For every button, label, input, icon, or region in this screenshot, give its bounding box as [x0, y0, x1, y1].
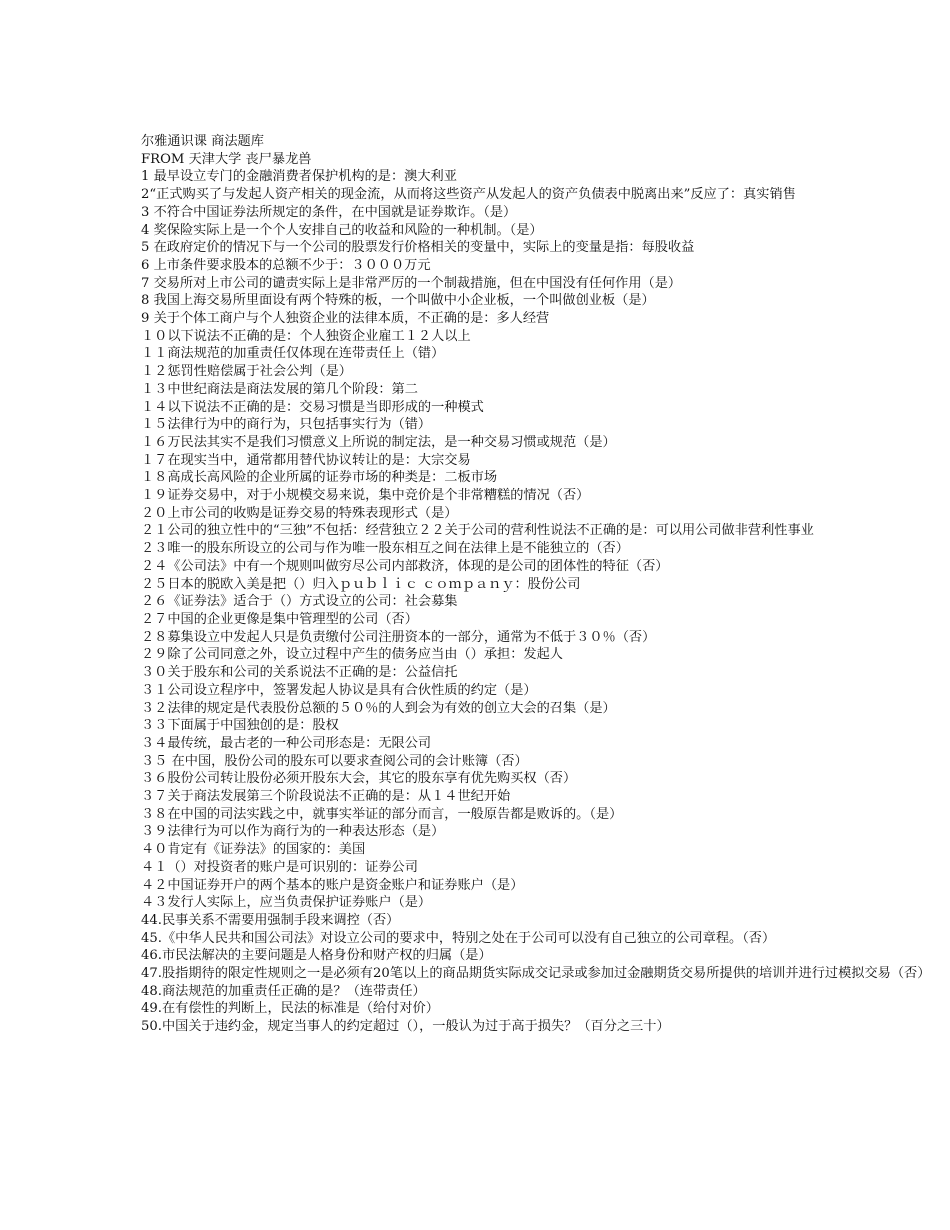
- question-item: 48.商法规范的加重责任正确的是？（连带责任）: [141, 983, 426, 999]
- document-title: 尔雅通识课 商法题库: [141, 134, 264, 149]
- question-item: １３中世纪商法是商法发展的第几个阶段：第二: [141, 381, 418, 397]
- question-item: １９证券交易中，对于小规模交易来说，集中竞价是个非常糟糕的情况（否）: [141, 488, 590, 504]
- question-item: 2“正式购买了与发起人资产相关的现金流，从而将这些资产从发起人的资产负债表中脱离出来”反应了：真实销售: [141, 187, 796, 203]
- question-item: ２１公司的独立性中的“三独”不包括：经营独立２２关于公司的营利性说法不正确的是：可以用公司做非营利性事业: [141, 523, 814, 539]
- question-item: 47.股指期待的限定性规则之一是必须有20笔以上的商品期货实际成交记录或参加过金融期货交易所提供的培训并进行过模拟交易（否）: [141, 966, 931, 982]
- question-item: 44.民事关系不需要用强制手段来调控（否）: [141, 912, 400, 928]
- question-item: 7 交易所对上市公司的谴责实际上是非常严厉的一个制裁措施，但在中国没有任何作用（是）: [141, 275, 682, 291]
- question-item: 3 不符合中国证券法所规定的条件，在中国就是证券欺诈。（是）: [141, 204, 517, 220]
- question-item: ４１（）对投资者的账户是可识别的：证券公司: [141, 859, 418, 875]
- question-list: [141, 168, 931, 1035]
- question-item: ４３发行人实际上，应当负责保护证券账户（是）: [141, 895, 432, 911]
- question-item: 9 关于个体工商户与个人独资企业的法律本质，不正确的是：多人经营: [141, 311, 550, 327]
- question-item: 50.中国关于违约金，规定当事人的约定超过（），一般认为过于高于损失？（百分之三十）: [141, 1019, 670, 1035]
- question-item: １８高成长高风险的企业所属的证券市场的种类是：二板市场: [141, 470, 498, 486]
- question-item: 1 最早设立专门的金融消费者保护机构的是：澳大利亚: [141, 169, 457, 185]
- question-item: ３２法律的规定是代表股份总额的５０％的人到会为有效的创立大会的召集（是）: [141, 700, 616, 716]
- question-item: ３７关于商法发展第三个阶段说法不正确的是：从１４世纪开始: [141, 789, 511, 805]
- question-item: 5 在政府定价的情况下与一个公司的股票发行价格相关的变量中，实际上的变量是指：每股收益: [141, 240, 695, 256]
- document-page: [141, 133, 931, 1036]
- question-item: １５法律行为中的商行为，只包括事实行为（错）: [141, 417, 432, 433]
- question-item: １１商法规范的加重责任仅体现在连带责任上（错）: [141, 346, 445, 362]
- question-item: ２５日本的脱欧入美是把（）归入ｐｕｂｌｉｃ ｃｏｍｐａｎｙ：股份公司: [141, 576, 581, 592]
- question-item: ３１公司设立程序中，签署发起人协议是具有合伙性质的约定（是）: [141, 682, 537, 698]
- question-item: 46.市民法解决的主要问题是人格身份和财产权的归属（是）: [141, 948, 492, 964]
- question-item: ２４《公司法》中有一个规则叫做穷尽公司内部救济，体现的是公司的团体性的特征（否）: [141, 558, 669, 574]
- question-item: １４以下说法不正确的是：交易习惯是当即形成的一种模式: [141, 399, 484, 415]
- question-item: ２９除了公司同意之外，设立过程中产生的债务应当由（）承担：发起人: [141, 647, 563, 663]
- document-source: FROM 天津大学 丧尸暴龙兽: [141, 151, 312, 167]
- question-item: １６万民法其实不是我们习惯意义上所说的制定法，是一种交易习惯或规范（是）: [141, 434, 616, 450]
- question-item: ２３唯一的股东所设立的公司与作为唯一股东相互之间在法律上是不能独立的（否）: [141, 541, 629, 557]
- question-item: ２６《证券法》适合于（）方式设立的公司：社会募集: [141, 594, 458, 610]
- question-item: ２０上市公司的收购是证券交易的特殊表现形式（是）: [141, 505, 458, 521]
- question-item: ３８在中国的司法实践之中，就事实举证的部分而言，一般原告都是败诉的。（是）: [141, 806, 623, 822]
- question-item: ３０关于股东和公司的关系说法不正确的是：公益信托: [141, 665, 458, 681]
- question-item: ３９法律行为可以作为商行为的一种表达形态（是）: [141, 824, 445, 840]
- question-item: ３４最传统，最古老的一种公司形态是：无限公司: [141, 735, 432, 751]
- question-item: ４０肯定有《证券法》的国家的：美国: [141, 842, 366, 858]
- question-item: ２７中国的企业更像是集中管理型的公司（否）: [141, 611, 418, 627]
- question-item: ３５ 在中国，股份公司的股东可以要求查阅公司的会计账簿（否）: [141, 753, 528, 769]
- question-item: ３６股份公司转让股份必须开股东大会，其它的股东享有优先购买权（否）: [141, 771, 577, 787]
- question-item: １０以下说法不正确的是：个人独资企业雇工１２人以上: [141, 328, 471, 344]
- question-item: 4 奖保险实际上是一个个人安排自己的收益和风险的一种机制。（是）: [141, 222, 543, 238]
- question-item: １７在现实当中，通常都用替代协议转让的是：大宗交易: [141, 452, 471, 468]
- question-item: １２惩罚性赔偿属于社会公判（是）: [141, 364, 352, 380]
- question-item: 45.《中华人民共和国公司法》对设立公司的要求中，特别之处在于公司可以没有自己独立的公司章程。（否）: [141, 930, 776, 946]
- question-item: 49.在有偿性的判断上，民法的标准是（给付对价）: [141, 1001, 439, 1017]
- question-item: 8 我国上海交易所里面设有两个特殊的板，一个叫做中小企业板，一个叫做创业板（是）: [141, 293, 655, 309]
- question-item: ２８募集设立中发起人只是负责缴付公司注册资本的一部分，通常为不低于３０％（否）: [141, 629, 656, 645]
- question-item: 6 上市条件要求股本的总额不少于：３０００万元: [141, 257, 431, 273]
- question-item: ３３下面属于中国独创的是：股权: [141, 718, 339, 734]
- question-item: ４２中国证券开户的两个基本的账户是资金账户和证券账户（是）: [141, 877, 524, 893]
